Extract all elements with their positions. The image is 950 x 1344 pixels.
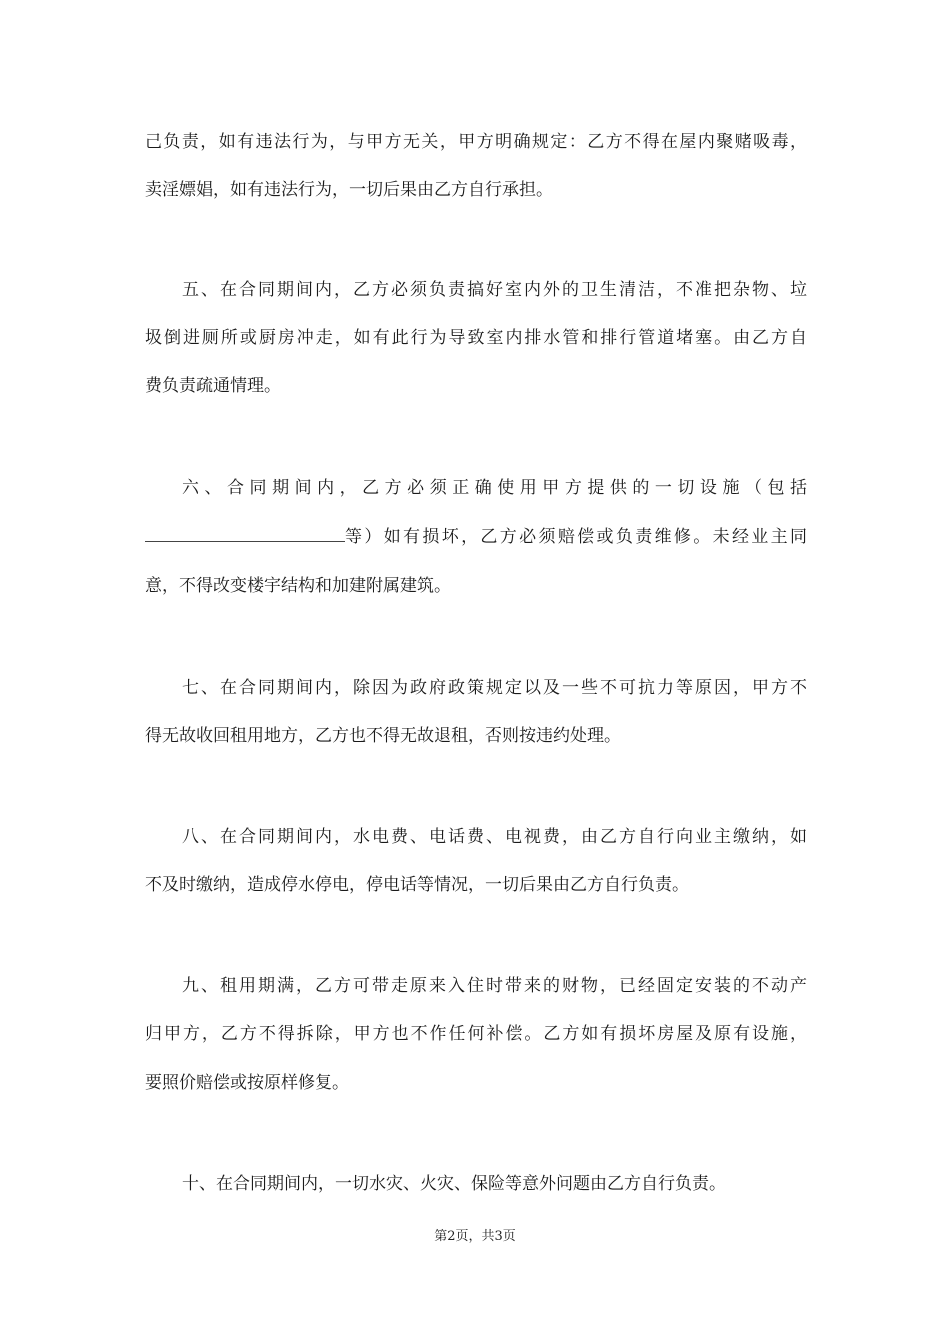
paragraph-line: 己负责，如有违法行为，与甲方无关，甲方明确规定：乙方不得在屋内聚赌吸毒， [145,132,807,152]
paragraph-line: 六、合同期间内，乙方必须正确使用甲方提供的一切设施（包括 [182,478,807,498]
paragraph-line-with-blank [145,525,807,549]
paragraph-line: 归甲方，乙方不得拆除，甲方也不作任何补偿。乙方如有损坏房屋及原有设施， [145,1024,807,1044]
paragraph-line: 八、在合同期间内，水电费、电话费、电视费，由乙方自行向业主缴纳，如 [182,827,807,847]
paragraph-line: 九、租用期满，乙方可带走原来入住时带来的财物，已经固定安装的不动产 [182,976,807,996]
paragraph-line: 十、在合同期间内，一切水灾、火灾、保险等意外问题由乙方自行负责。 [182,1174,726,1194]
paragraph-line: 意，不得改变楼宇结构和加建附属建筑。 [145,576,451,596]
paragraph-line: 五、在合同期间内，乙方必须负责搞好室内外的卫生清洁，不准把杂物、垃 [182,280,807,300]
paragraph-line: 卖淫嫖娼，如有违法行为，一切后果由乙方自行承担。 [145,180,553,200]
paragraph-line-text: 等）如有损坏，乙方必须赔偿或负责维修。未经业主同 [345,527,807,547]
paragraph-line: 七、在合同期间内，除因为政府政策规定以及一些不可抗力等原因，甲方不 [182,678,807,698]
paragraph-line: 圾倒进厕所或厨房冲走，如有此行为导致室内排水管和排行管道堵塞。由乙方自 [145,328,807,348]
page-number: 第2页，共3页 [434,1229,516,1244]
paragraph-line: 不及时缴纳，造成停水停电，停电话等情况，一切后果由乙方自行负责。 [145,875,689,895]
paragraph-line: 要照价赔偿或按原样修复。 [145,1073,349,1093]
paragraph-line: 费负责疏通情理。 [145,376,281,396]
paragraph-line: 得无故收回租用地方，乙方也不得无故退租，否则按违约处理。 [145,726,621,746]
fill-in-blank [145,525,345,542]
